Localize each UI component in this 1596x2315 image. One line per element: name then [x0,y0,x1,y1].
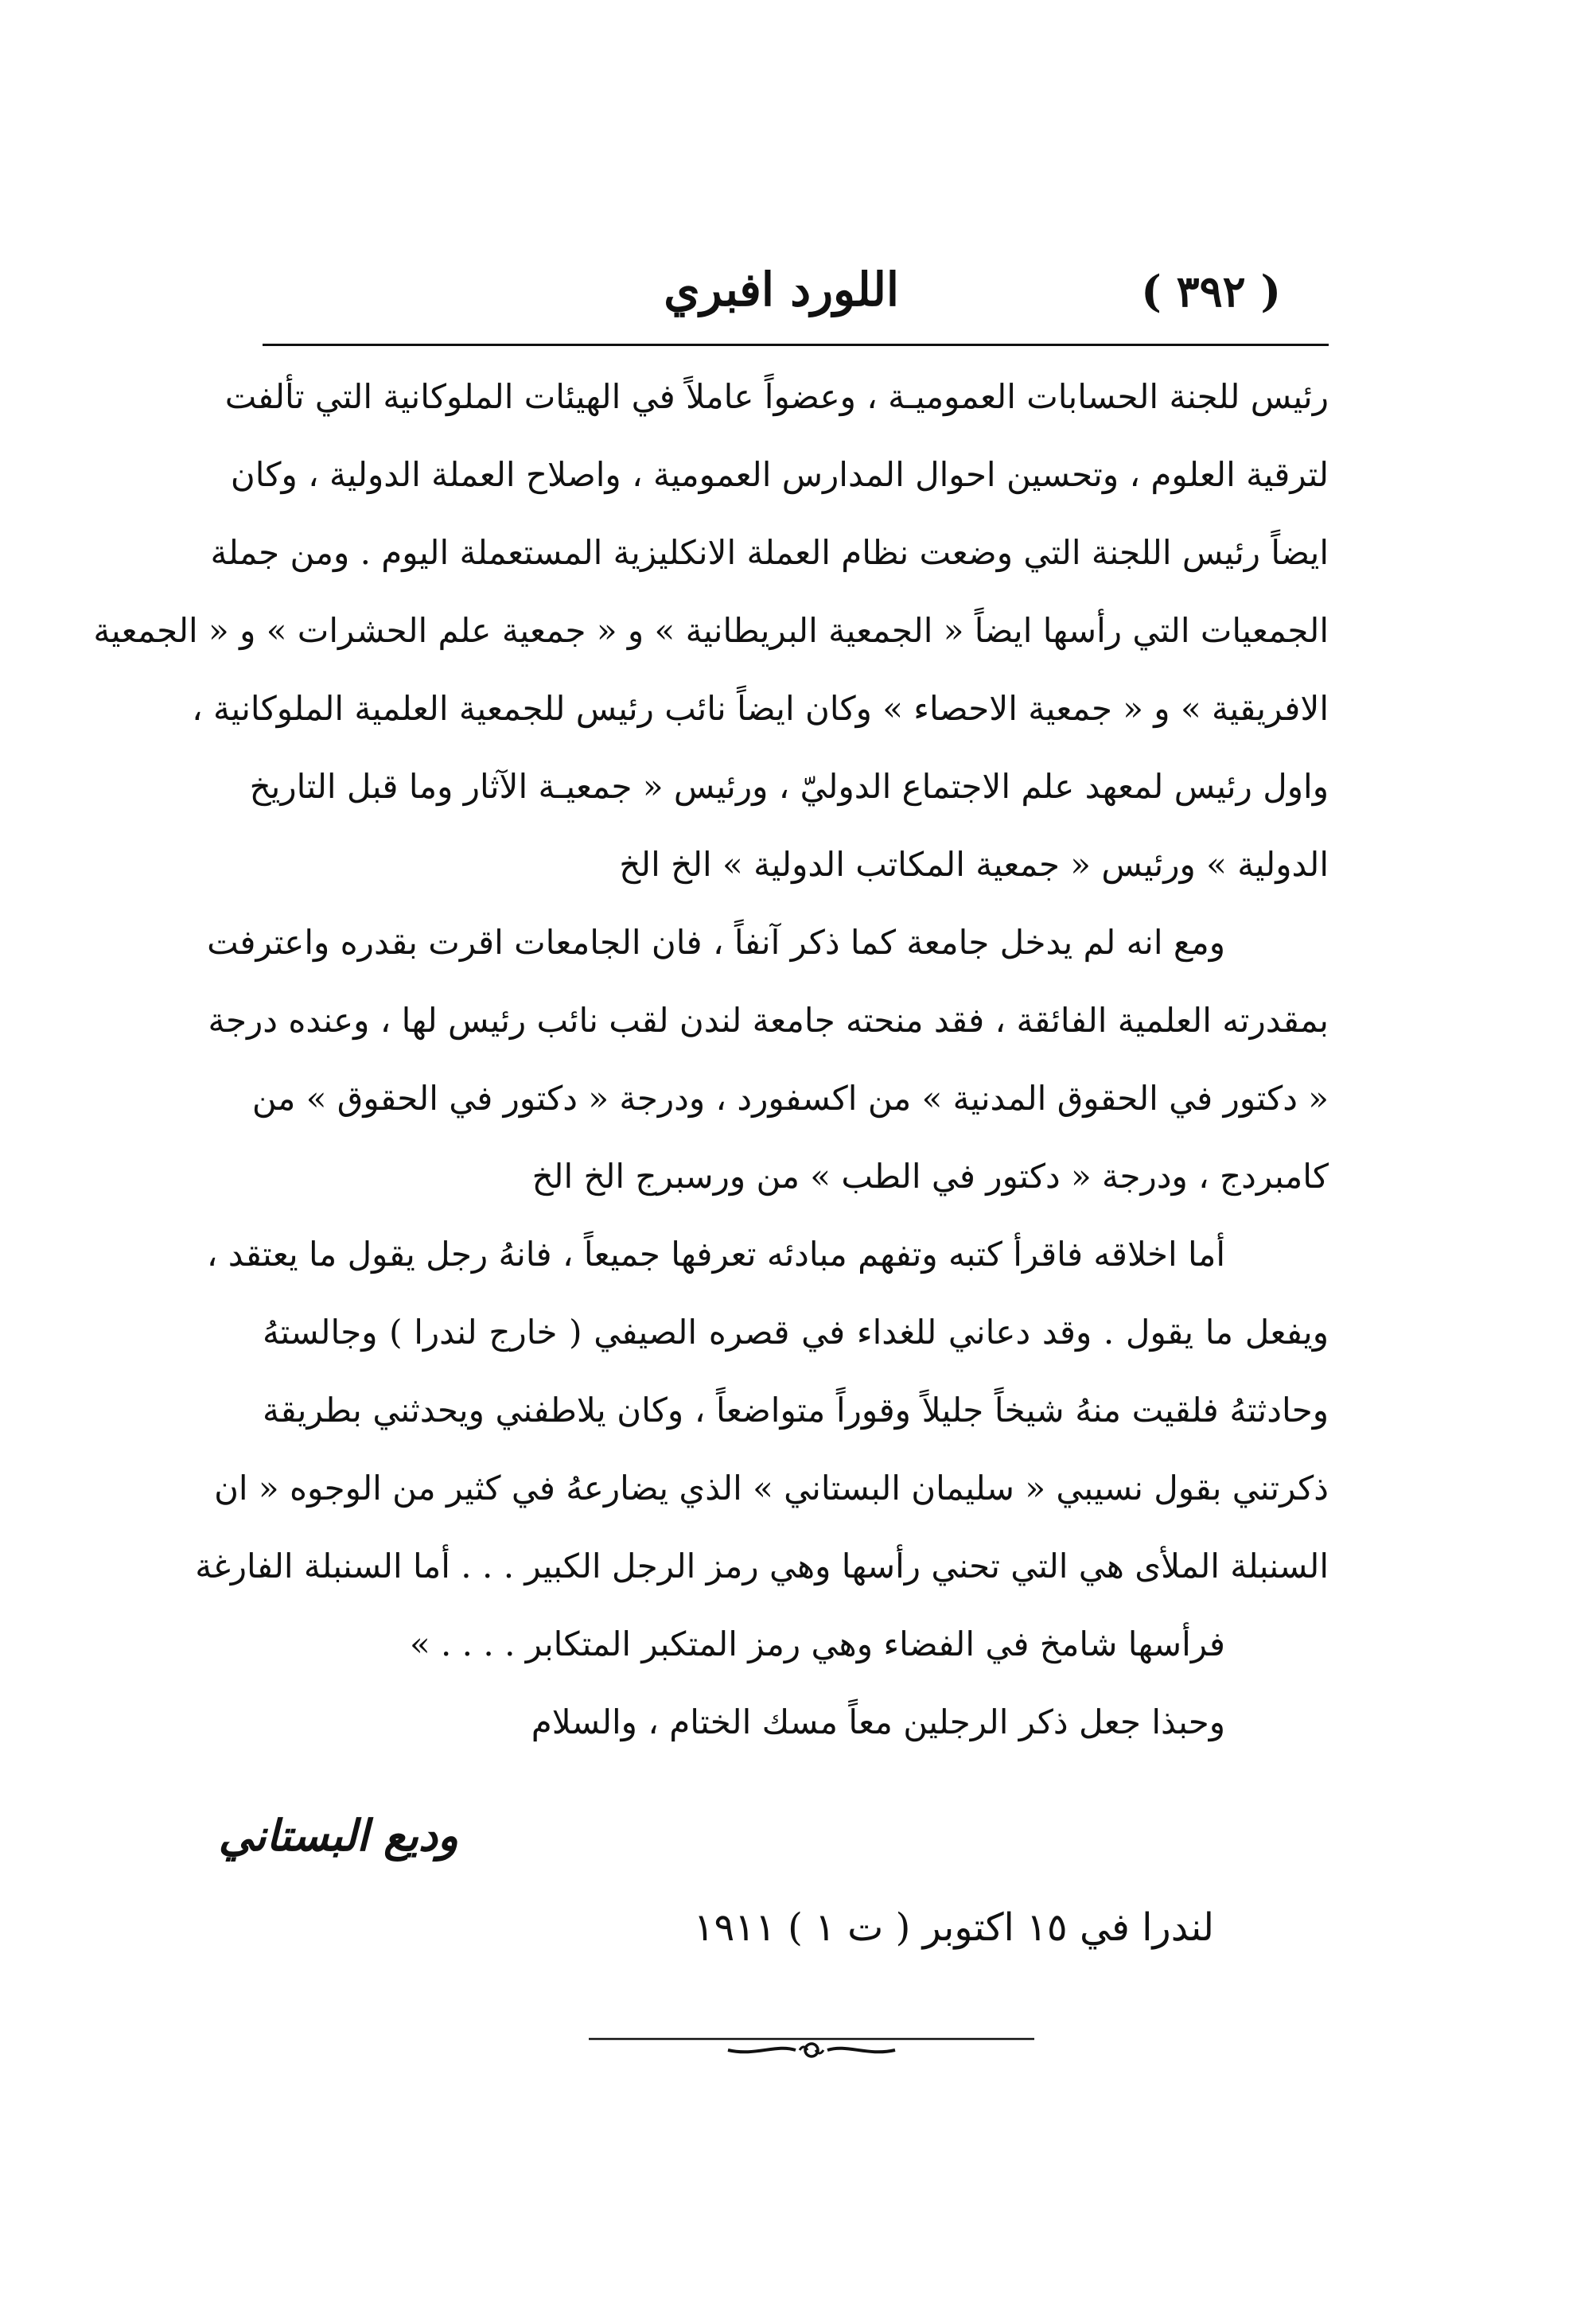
text-line: ويفعل ما يقول . وقد دعاني للغداء في قصره الصيفي ( خارج لندرا ) وجالستهُ [263,1313,1329,1352]
page-number: ( ٣٩٢ ) [1141,266,1281,317]
text-line: وحادثتهُ فلقيت منهُ شيخاً جليلاً وقوراً متواضعاً ، وكان يلاطفني ويحدثني بطريقة [263,1391,1329,1430]
header-rule [263,344,1329,346]
text-line: الافريقية » و « جمعية الاحصاء » وكان ايضاً نائب رئيس للجمعية العلمية الملوكانية ، [192,689,1329,728]
text-line: ايضاً رئيس اللجنة التي وضعت نظام العملة الانكليزية المستعملة اليوم . ومن جملة [210,533,1329,572]
text-line: ذكرتني بقول نسيبي « سليمان البستاني » الذي يضارعهُ في كثير من الوجوه « ان [214,1469,1329,1508]
text-line: واول رئيس لمعهد علم الاجتماع الدوليّ ، ورئيس « جمعيـة الآثار وما قبل التاريخ [249,767,1329,806]
text-line: الجمعيات التي رأسها ايضاً « الجمعية البريطانية » و « جمعية علم الحشرات » و « الجمعية [93,611,1329,650]
text-line: « دكتور في الحقوق المدنية » من اكسفورد ، ودرجة « دكتور في الحقوق » من [251,1079,1329,1118]
body-text [93,358,1329,1761]
text-line: أما اخلاقه فاقرأ كتبه وتفهم مبادئه تعرفها جميعاً ، فانهُ رجل يقول ما يعتقد ، [206,1235,1225,1274]
text-line: السنبلة الملأى هي التي تحني رأسها وهي رمز الرجل الكبير . . . أما السنبلة الفارغة [195,1547,1329,1585]
text-line: كامبردج ، ودرجة « دكتور في الطب » من ورسبرج الخ الخ [531,1157,1329,1196]
text-line: بمقدرته العلمية الفائقة ، فقد منحته جامعة لندن لقب نائب رئيس لها ، وعنده درجة [208,1001,1329,1040]
page-header [263,255,1329,342]
text-line: رئيس للجنة الحسابات العموميـة ، وعضواً عاملاً في الهيئات الملوكانية التي تألفت [224,377,1329,416]
running-title: اللورد افبري [664,263,899,317]
text-line: فرأسها شامخ في الفضاء وهي رمز المتكبر المتكابر . . . . » [409,1624,1225,1663]
end-ornament [589,2033,1034,2064]
dateline: لندرا في ١٥ اكتوبر ( ت ١ ) ١٩١١ [693,1905,1214,1950]
text-line: ومع انه لم يدخل جامعة كما ذكر آنفاً ، فان الجامعات اقرت بقدره واعترفت [207,923,1225,962]
text-line: الدولية » ورئيس « جمعية المكاتب الدولية » الخ الخ [619,845,1329,884]
text-line: لترقية العلوم ، وتحسين احوال المدارس العمومية ، واصلاح العملة الدولية ، وكان [230,455,1329,494]
author-signature: وديع البستاني [218,1810,458,1861]
text-line: وحبذا جعل ذكر الرجلين معاً مسك الختام ، والسلام [531,1702,1225,1741]
